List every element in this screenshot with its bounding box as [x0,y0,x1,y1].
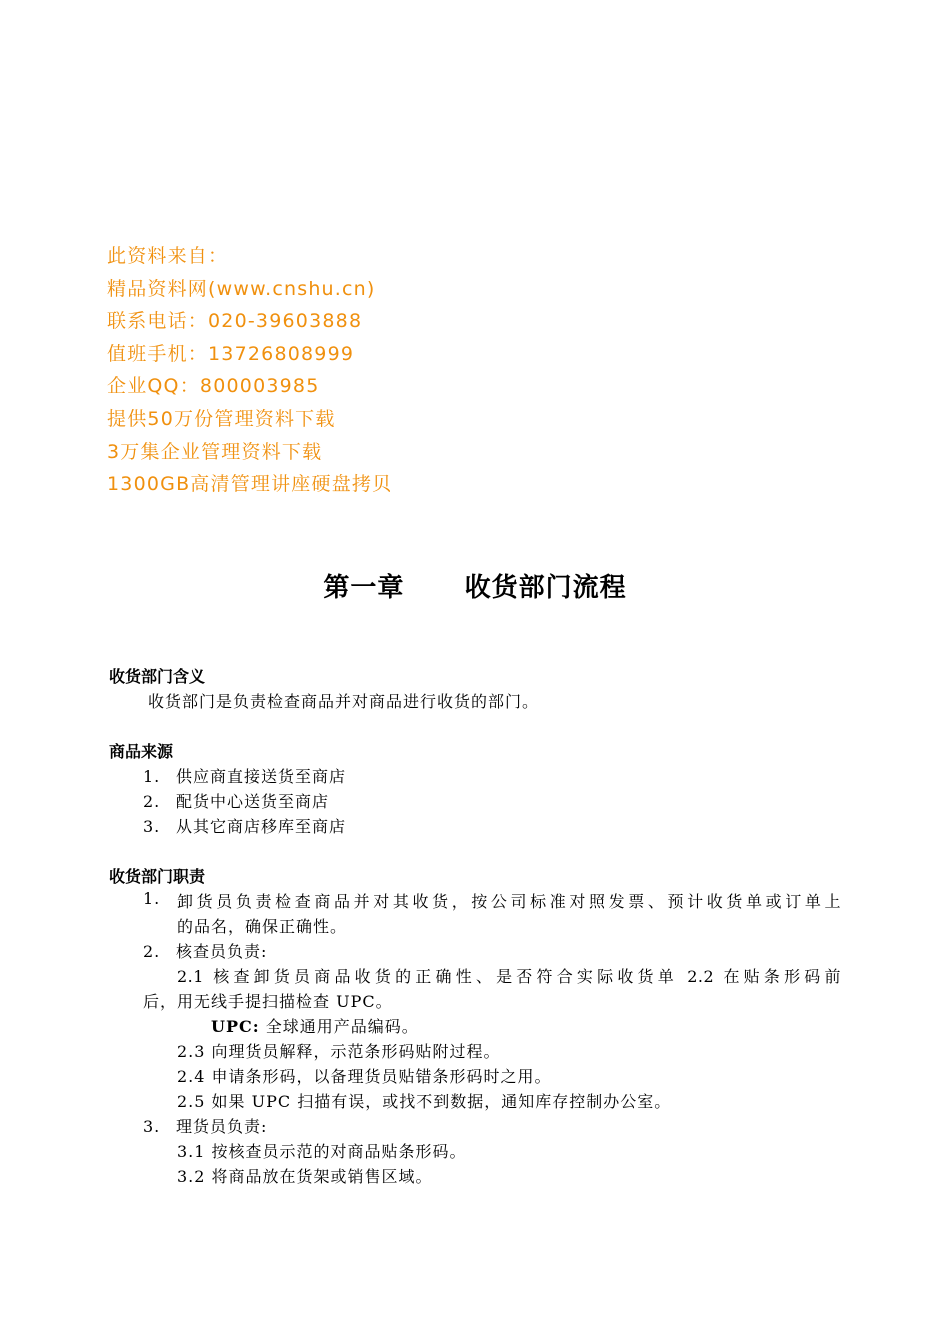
list-number: 2. [143,792,161,811]
ad-block [107,240,392,501]
list-number: 3. [143,817,161,836]
list-item [143,939,267,962]
upc-definition [211,1014,419,1037]
section-title-definition: 收货部门含义 [109,667,206,686]
duty-2-sub-1-line-1: 2.1 核查卸货员商品收货的正确性、是否符合实际收货单 2.2 在贴条形码前 [177,967,841,986]
ad-line-phone: 联系电话：020-39603888 [107,310,363,333]
section-title-sources: 商品来源 [109,742,174,761]
duty-3-sub-2: 3.2 将商品放在货架或销售区域。 [177,1167,433,1186]
list-text: 理货员负责: [176,1117,268,1136]
list-number: 3. [143,1117,161,1136]
upc-text: 全球通用产品编码。 [259,1017,419,1036]
ad-line-website: 精品资料网(www.cnshu.cn) [107,277,376,300]
duty-number-1: 1. [143,889,161,908]
list-number: 1. [143,767,161,786]
list-text: 供应商直接送货至商店 [176,767,347,786]
list-item [143,764,346,787]
list-number: 2. [143,942,161,961]
definition-text: 收货部门是负责检查商品并对商品进行收货的部门。 [148,692,540,711]
ad-line-offer-3: 1300GB高清管理讲座硬盘拷贝 [107,473,393,496]
list-item [143,1114,267,1137]
section-title-duties: 收货部门职责 [109,867,206,886]
duty-2-sub-3: 2.3 向理货员解释，示范条形码贴附过程。 [177,1042,501,1061]
ad-line-offer-1: 提供50万份管理资料下载 [107,407,336,430]
upc-label: UPC: [211,1017,260,1036]
duty-3-sub-1: 3.1 按核查员示范的对商品贴条形码。 [177,1142,467,1161]
duty-2-sub-4: 2.4 申请条形码，以备理货员贴错条形码时之用。 [177,1067,552,1086]
ad-line-qq: 企业QQ：800003985 [107,375,320,398]
ad-line-source: 此资料来自： [107,245,229,267]
chapter-title: 第一章 收货部门流程 [323,573,627,603]
ad-line-offer-2: 3万集企业管理资料下载 [107,440,323,463]
list-text: 核查员负责: [176,942,268,961]
duty-1-line-1: 卸货员负责检查商品并对其收货，按公司标准对照发票、预计收货单或订单上 [177,892,841,911]
duty-1-line-2: 的品名，确保正确性。 [177,917,348,936]
list-text: 从其它商店移库至商店 [176,817,347,836]
list-text: 配货中心送货至商店 [176,792,330,811]
duty-2-sub-5: 2.5 如果 UPC 扫描有误，或找不到数据，通知库存控制办公室。 [177,1092,672,1111]
ad-line-mobile: 值班手机：13726808999 [107,342,355,365]
duty-2-sub-1-line-2: 后，用无线手提扫描检查 UPC。 [143,992,393,1011]
list-item [143,789,329,812]
list-item [143,814,346,837]
